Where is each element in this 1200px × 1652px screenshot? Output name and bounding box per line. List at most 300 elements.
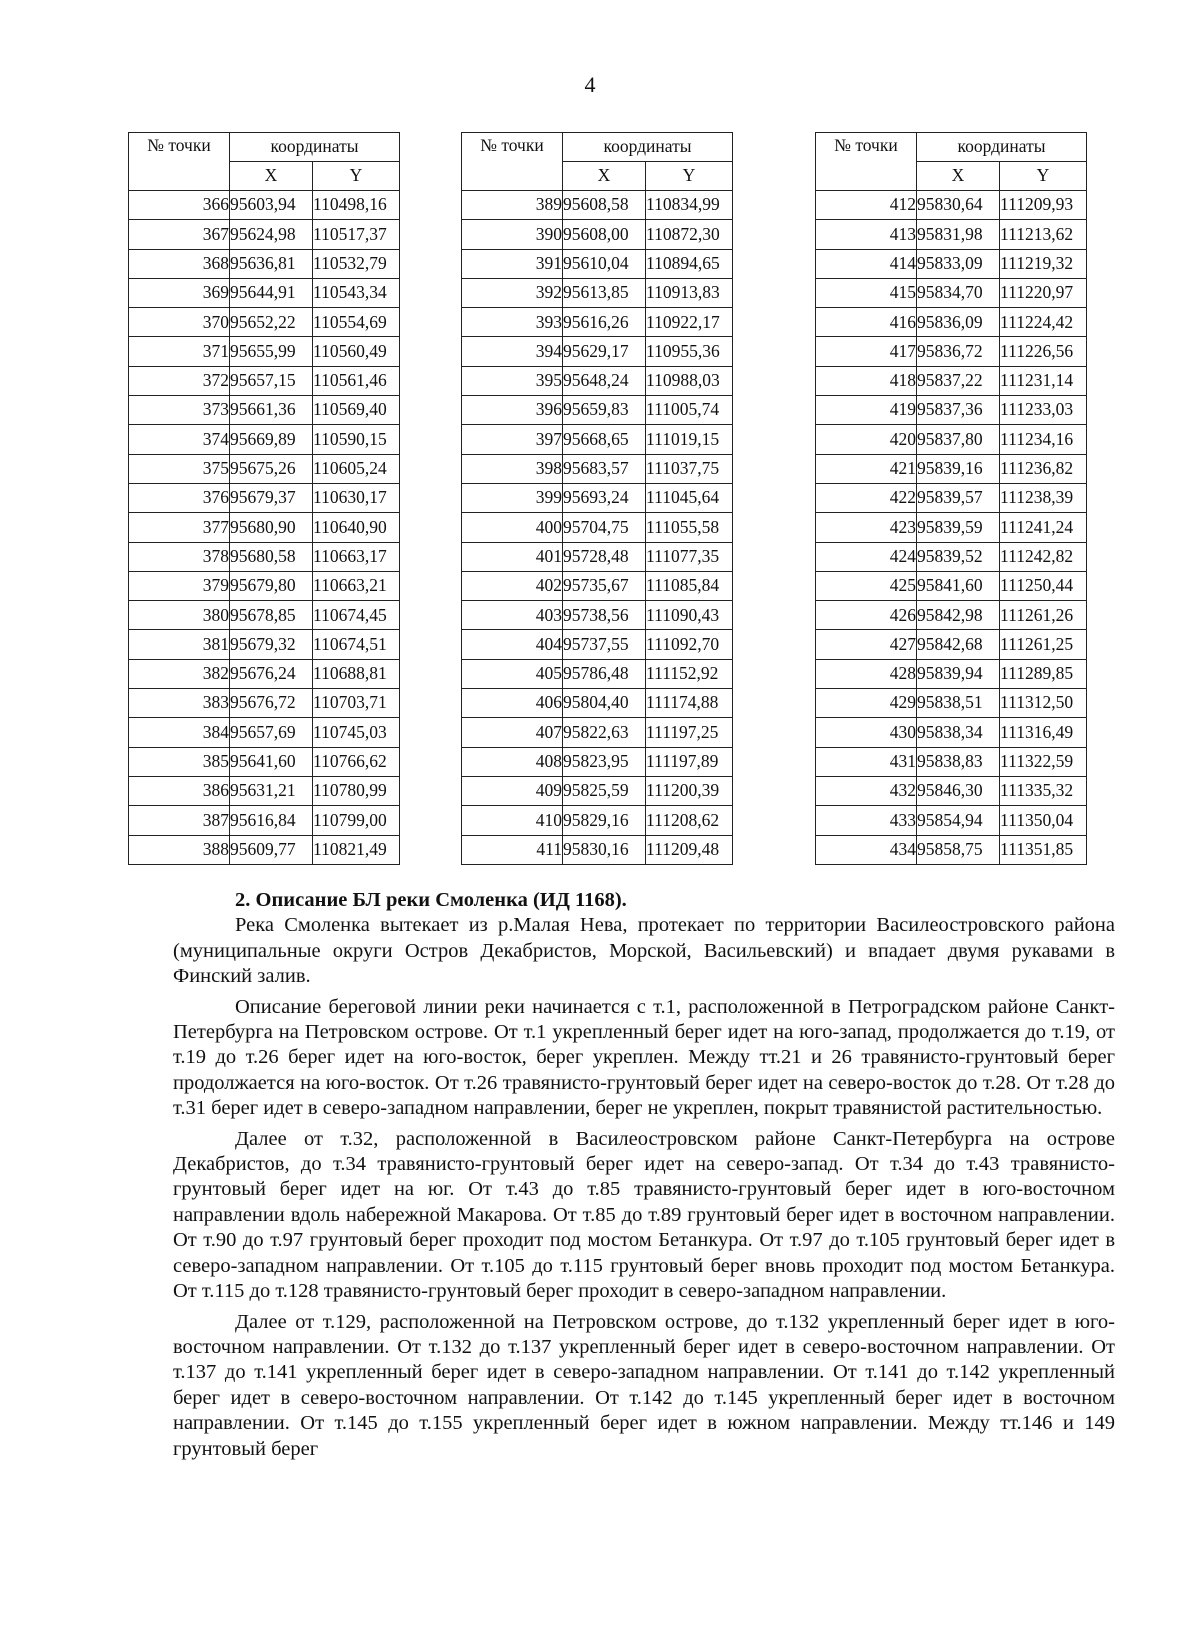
table-row — [816, 571, 1087, 600]
y-coordinate-cell: 110543,34 — [313, 278, 400, 307]
y-coordinate-cell: 111208,62 — [646, 806, 733, 835]
point-number-cell: 421 — [816, 454, 917, 483]
y-coordinate-cell: 110561,46 — [313, 366, 400, 395]
x-coordinate-cell: 95836,09 — [917, 308, 1000, 337]
table-row — [129, 396, 400, 425]
table-row — [816, 220, 1087, 249]
x-coordinate-cell: 95842,98 — [917, 601, 1000, 630]
x-coordinate-cell: 95668,65 — [563, 425, 646, 454]
y-coordinate-cell: 110894,65 — [646, 249, 733, 278]
table-row — [462, 630, 733, 659]
x-header: X — [563, 162, 646, 191]
y-coordinate-cell: 111037,75 — [646, 454, 733, 483]
y-coordinate-cell: 110498,16 — [313, 191, 400, 220]
point-number-cell: 405 — [462, 659, 563, 688]
x-coordinate-cell: 95613,85 — [563, 278, 646, 307]
y-coordinate-cell: 111316,49 — [1000, 718, 1087, 747]
point-number-cell: 393 — [462, 308, 563, 337]
y-coordinate-cell: 110745,03 — [313, 718, 400, 747]
point-number-cell: 367 — [129, 220, 230, 249]
table-row — [816, 747, 1087, 776]
y-coordinate-cell: 110922,17 — [646, 308, 733, 337]
y-coordinate-cell: 111213,62 — [1000, 220, 1087, 249]
point-number-cell: 426 — [816, 601, 917, 630]
point-number-cell: 378 — [129, 542, 230, 571]
point-number-cell: 375 — [129, 454, 230, 483]
point-number-cell: 401 — [462, 542, 563, 571]
point-number-cell: 433 — [816, 806, 917, 835]
x-coordinate-cell: 95823,95 — [563, 747, 646, 776]
y-header: Y — [646, 162, 733, 191]
table-row — [462, 396, 733, 425]
y-coordinate-cell: 111090,43 — [646, 601, 733, 630]
point-number-cell: 428 — [816, 659, 917, 688]
table-row — [816, 689, 1087, 718]
point-number-cell: 374 — [129, 425, 230, 454]
x-coordinate-cell: 95644,91 — [230, 278, 313, 307]
y-coordinate-cell: 111220,97 — [1000, 278, 1087, 307]
coordinates-header: координаты — [230, 133, 400, 162]
y-coordinate-cell: 110674,45 — [313, 601, 400, 630]
y-header: Y — [1000, 162, 1087, 191]
y-coordinate-cell: 111219,32 — [1000, 249, 1087, 278]
y-coordinate-cell: 111335,32 — [1000, 776, 1087, 805]
point-number-cell: 409 — [462, 776, 563, 805]
x-coordinate-cell: 95641,60 — [230, 747, 313, 776]
table-row — [462, 220, 733, 249]
table-row — [816, 249, 1087, 278]
y-coordinate-cell: 111085,84 — [646, 571, 733, 600]
y-coordinate-cell: 110955,36 — [646, 337, 733, 366]
coordinates-header: координаты — [563, 133, 733, 162]
section-title: 2. Описание БЛ реки Смоленка (ИД 1168). — [235, 889, 627, 911]
x-coordinate-cell: 95838,34 — [917, 718, 1000, 747]
x-coordinate-cell: 95655,99 — [230, 337, 313, 366]
x-coordinate-cell: 95648,24 — [563, 366, 646, 395]
x-header: X — [230, 162, 313, 191]
point-number-cell: 390 — [462, 220, 563, 249]
y-coordinate-cell: 111174,88 — [646, 689, 733, 718]
y-coordinate-cell: 111209,48 — [646, 835, 733, 864]
point-number-header: № точки — [462, 133, 563, 191]
x-coordinate-cell: 95678,85 — [230, 601, 313, 630]
point-number-cell: 384 — [129, 718, 230, 747]
table-row — [462, 806, 733, 835]
x-coordinate-cell: 95616,26 — [563, 308, 646, 337]
x-coordinate-cell: 95636,81 — [230, 249, 313, 278]
point-number-cell: 372 — [129, 366, 230, 395]
table-row — [462, 747, 733, 776]
table-row — [129, 601, 400, 630]
table-row — [462, 483, 733, 512]
x-coordinate-cell: 95629,17 — [563, 337, 646, 366]
x-coordinate-cell: 95683,57 — [563, 454, 646, 483]
x-coordinate-cell: 95661,36 — [230, 396, 313, 425]
y-coordinate-cell: 110834,99 — [646, 191, 733, 220]
y-coordinate-cell: 110913,83 — [646, 278, 733, 307]
x-coordinate-cell: 95831,98 — [917, 220, 1000, 249]
x-coordinate-cell: 95608,58 — [563, 191, 646, 220]
y-coordinate-cell: 111312,50 — [1000, 689, 1087, 718]
y-coordinate-cell: 110560,49 — [313, 337, 400, 366]
x-coordinate-cell: 95786,48 — [563, 659, 646, 688]
x-coordinate-cell: 95837,22 — [917, 366, 1000, 395]
paragraph: Описание береговой линии реки начинается с т.1, расположенной в Петроградском районе Санкт-Петербурга на Петровском острове. От т.1 укрепленный берег идет на юго-запад, продолжается до т.19, от т.19 до т.26 берег идет на юго-восток, берег укреплен. Между тт.21 и 26 травянисто-грунтовый берег продолжается на юго-восток. От т.26 травянисто-грунтовый берег идет на северо-восток до т.28. От т.28 до т.31 берег идет в северо-западном направлении, берег не укреплен, покрыт травянистой растительностью. — [173, 995, 1115, 1120]
table-row — [462, 689, 733, 718]
x-coordinate-cell: 95680,58 — [230, 542, 313, 571]
table-row — [129, 776, 400, 805]
x-coordinate-cell: 95858,75 — [917, 835, 1000, 864]
x-coordinate-cell: 95680,90 — [230, 513, 313, 542]
x-coordinate-cell: 95659,83 — [563, 396, 646, 425]
point-number-cell: 406 — [462, 689, 563, 718]
y-coordinate-cell: 111241,24 — [1000, 513, 1087, 542]
point-number-cell: 381 — [129, 630, 230, 659]
y-coordinate-cell: 111197,89 — [646, 747, 733, 776]
table-row — [462, 278, 733, 307]
table-row — [129, 513, 400, 542]
y-coordinate-cell: 111261,26 — [1000, 601, 1087, 630]
point-number-cell: 369 — [129, 278, 230, 307]
table-body — [816, 191, 1087, 865]
paragraph: Река Смоленка вытекает из р.Малая Нева, протекает по территории Василеостровского района (муниципальные округи Остров Декабристов, Морской, Васильевский) и впадает двумя рукавами в Финский залив. — [173, 914, 1115, 988]
coordinates-table-2 — [461, 132, 733, 865]
x-coordinate-cell: 95825,59 — [563, 776, 646, 805]
y-coordinate-cell: 111197,25 — [646, 718, 733, 747]
y-coordinate-cell: 111055,58 — [646, 513, 733, 542]
x-coordinate-cell: 95679,32 — [230, 630, 313, 659]
table-row — [462, 571, 733, 600]
y-coordinate-cell: 110517,37 — [313, 220, 400, 249]
y-coordinate-cell: 110590,15 — [313, 425, 400, 454]
point-number-cell: 380 — [129, 601, 230, 630]
table-row — [462, 776, 733, 805]
x-coordinate-cell: 95693,24 — [563, 483, 646, 512]
point-number-header: № точки — [816, 133, 917, 191]
table-row — [462, 513, 733, 542]
table-row — [816, 542, 1087, 571]
y-coordinate-cell: 110674,51 — [313, 630, 400, 659]
x-coordinate-cell: 95676,24 — [230, 659, 313, 688]
point-number-header: № точки — [129, 133, 230, 191]
point-number-cell: 425 — [816, 571, 917, 600]
paragraph: Далее от т.32, расположенной в Василеостровском районе Санкт-Петербурга на острове Декабристов, до т.34 травянисто-грунтовый берег идет на северо-запад. От т.34 до т.43 травянисто-грунтовый берег идет на юг. От т.43 до т.85 травянисто-грунтовый берег идет в юго-восточном направлении вдоль набережной Макарова. От т.85 до т.89 грунтовый берег идет в восточном направлении. От т.90 до т.97 грунтовый берег проходит под мостом Бетанкура. От т.97 до т.105 грунтовый берег идет в северо-западном направлении. От т.105 до т.115 грунтовый берег вновь проходит под мостом Бетанкура. От т.115 до т.128 травянисто-грунтовый берег проходит в северо-западном направлении. — [173, 1127, 1115, 1303]
table-row — [129, 571, 400, 600]
y-coordinate-cell: 111209,93 — [1000, 191, 1087, 220]
x-coordinate-cell: 95675,26 — [230, 454, 313, 483]
table-row — [816, 308, 1087, 337]
table-row — [816, 806, 1087, 835]
x-coordinate-cell: 95676,72 — [230, 689, 313, 718]
y-coordinate-cell: 110663,17 — [313, 542, 400, 571]
point-number-cell: 373 — [129, 396, 230, 425]
point-number-cell: 432 — [816, 776, 917, 805]
point-number-cell: 412 — [816, 191, 917, 220]
point-number-cell: 386 — [129, 776, 230, 805]
y-coordinate-cell: 110799,00 — [313, 806, 400, 835]
y-coordinate-cell: 111226,56 — [1000, 337, 1087, 366]
table-row — [129, 806, 400, 835]
table-row — [129, 220, 400, 249]
y-coordinate-cell: 110569,40 — [313, 396, 400, 425]
y-header: Y — [313, 162, 400, 191]
y-coordinate-cell: 111350,04 — [1000, 806, 1087, 835]
point-number-cell: 391 — [462, 249, 563, 278]
point-number-cell: 398 — [462, 454, 563, 483]
x-coordinate-cell: 95631,21 — [230, 776, 313, 805]
table-row — [816, 337, 1087, 366]
table-row — [462, 835, 733, 864]
y-coordinate-cell: 110640,90 — [313, 513, 400, 542]
point-number-cell: 416 — [816, 308, 917, 337]
table-row — [462, 366, 733, 395]
table-body — [129, 191, 400, 865]
y-coordinate-cell: 110630,17 — [313, 483, 400, 512]
x-coordinate-cell: 95603,94 — [230, 191, 313, 220]
point-number-cell: 399 — [462, 483, 563, 512]
point-number-cell: 422 — [816, 483, 917, 512]
y-coordinate-cell: 110663,21 — [313, 571, 400, 600]
table-row — [129, 542, 400, 571]
table-row — [462, 249, 733, 278]
x-coordinate-cell: 95737,55 — [563, 630, 646, 659]
coordinates-table-1 — [128, 132, 400, 865]
point-number-cell: 434 — [816, 835, 917, 864]
x-coordinate-cell: 95846,30 — [917, 776, 1000, 805]
point-number-cell: 368 — [129, 249, 230, 278]
table-row — [816, 483, 1087, 512]
y-coordinate-cell: 110688,81 — [313, 659, 400, 688]
table-row — [129, 483, 400, 512]
y-coordinate-cell: 110988,03 — [646, 366, 733, 395]
y-coordinate-cell: 111242,82 — [1000, 542, 1087, 571]
table-row — [462, 454, 733, 483]
y-coordinate-cell: 111224,42 — [1000, 308, 1087, 337]
point-number-cell: 430 — [816, 718, 917, 747]
x-coordinate-cell: 95830,64 — [917, 191, 1000, 220]
y-coordinate-cell: 111289,85 — [1000, 659, 1087, 688]
y-coordinate-cell: 111238,39 — [1000, 483, 1087, 512]
table-row — [462, 425, 733, 454]
table-row — [816, 835, 1087, 864]
table-row — [462, 659, 733, 688]
x-coordinate-cell: 95836,72 — [917, 337, 1000, 366]
x-coordinate-cell: 95837,36 — [917, 396, 1000, 425]
table-row — [129, 249, 400, 278]
y-coordinate-cell: 111019,15 — [646, 425, 733, 454]
table-row — [462, 542, 733, 571]
point-number-cell: 397 — [462, 425, 563, 454]
table-row — [129, 278, 400, 307]
point-number-cell: 379 — [129, 571, 230, 600]
x-coordinate-cell: 95839,94 — [917, 659, 1000, 688]
x-coordinate-cell: 95616,84 — [230, 806, 313, 835]
description-text — [173, 888, 1115, 1462]
table-row — [129, 366, 400, 395]
point-number-cell: 382 — [129, 659, 230, 688]
coordinates-table-3 — [815, 132, 1087, 865]
point-number-cell: 431 — [816, 747, 917, 776]
x-coordinate-cell: 95842,68 — [917, 630, 1000, 659]
y-coordinate-cell: 110821,49 — [313, 835, 400, 864]
y-coordinate-cell: 110554,69 — [313, 308, 400, 337]
table-row — [462, 191, 733, 220]
y-coordinate-cell: 111092,70 — [646, 630, 733, 659]
y-coordinate-cell: 111045,64 — [646, 483, 733, 512]
x-coordinate-cell: 95839,52 — [917, 542, 1000, 571]
x-coordinate-cell: 95834,70 — [917, 278, 1000, 307]
point-number-cell: 396 — [462, 396, 563, 425]
point-number-cell: 389 — [462, 191, 563, 220]
y-coordinate-cell: 111250,44 — [1000, 571, 1087, 600]
x-coordinate-cell: 95829,16 — [563, 806, 646, 835]
y-coordinate-cell: 111261,25 — [1000, 630, 1087, 659]
table-row — [816, 601, 1087, 630]
table-row — [462, 601, 733, 630]
table-row — [816, 659, 1087, 688]
point-number-cell: 385 — [129, 747, 230, 776]
table-row — [816, 425, 1087, 454]
x-coordinate-cell: 95608,00 — [563, 220, 646, 249]
y-coordinate-cell: 111005,74 — [646, 396, 733, 425]
coordinates-tables — [128, 132, 1128, 872]
point-number-cell: 392 — [462, 278, 563, 307]
y-coordinate-cell: 110766,62 — [313, 747, 400, 776]
x-coordinate-cell: 95679,80 — [230, 571, 313, 600]
point-number-cell: 394 — [462, 337, 563, 366]
x-coordinate-cell: 95657,15 — [230, 366, 313, 395]
point-number-cell: 370 — [129, 308, 230, 337]
point-number-cell: 408 — [462, 747, 563, 776]
x-coordinate-cell: 95679,37 — [230, 483, 313, 512]
table-row — [816, 718, 1087, 747]
x-coordinate-cell: 95652,22 — [230, 308, 313, 337]
point-number-cell: 423 — [816, 513, 917, 542]
x-coordinate-cell: 95839,57 — [917, 483, 1000, 512]
y-coordinate-cell: 111236,82 — [1000, 454, 1087, 483]
x-coordinate-cell: 95804,40 — [563, 689, 646, 718]
table-row — [816, 513, 1087, 542]
point-number-cell: 377 — [129, 513, 230, 542]
x-coordinate-cell: 95624,98 — [230, 220, 313, 249]
y-coordinate-cell: 111351,85 — [1000, 835, 1087, 864]
table-row — [816, 191, 1087, 220]
point-number-cell: 420 — [816, 425, 917, 454]
x-coordinate-cell: 95669,89 — [230, 425, 313, 454]
point-number-cell: 413 — [816, 220, 917, 249]
x-coordinate-cell: 95833,09 — [917, 249, 1000, 278]
table-row — [816, 630, 1087, 659]
point-number-cell: 366 — [129, 191, 230, 220]
table-row — [462, 337, 733, 366]
table-row — [129, 659, 400, 688]
point-number-cell: 376 — [129, 483, 230, 512]
x-coordinate-cell: 95839,59 — [917, 513, 1000, 542]
table-row — [816, 454, 1087, 483]
x-coordinate-cell: 95822,63 — [563, 718, 646, 747]
point-number-cell: 387 — [129, 806, 230, 835]
point-number-cell: 411 — [462, 835, 563, 864]
y-coordinate-cell: 111077,35 — [646, 542, 733, 571]
x-coordinate-cell: 95609,77 — [230, 835, 313, 864]
x-coordinate-cell: 95830,16 — [563, 835, 646, 864]
point-number-cell: 388 — [129, 835, 230, 864]
paragraph: Далее от т.129, расположенной на Петровском острове, до т.132 укрепленный берег идет в юго-восточном направлении. От т.132 до т.137 укрепленный берег идет в северо-восточном направлении. От т.137 до т.141 укрепленный берег идет в северо-западном направлении. От т.141 до т.142 укрепленный берег идет в северо-восточном направлении. От т.142 до т.145 укрепленный берег идет в восточном направлении. От т.145 до т.155 укрепленный берег идет в южном направлении. Между тт.146 и 149 грунтовый берег — [173, 1310, 1115, 1460]
point-number-cell: 427 — [816, 630, 917, 659]
y-coordinate-cell: 110703,71 — [313, 689, 400, 718]
x-header: X — [917, 162, 1000, 191]
x-coordinate-cell: 95839,16 — [917, 454, 1000, 483]
y-coordinate-cell: 110780,99 — [313, 776, 400, 805]
x-coordinate-cell: 95735,67 — [563, 571, 646, 600]
table-row — [129, 747, 400, 776]
table-row — [129, 425, 400, 454]
table-row — [129, 337, 400, 366]
point-number-cell: 429 — [816, 689, 917, 718]
point-number-cell: 403 — [462, 601, 563, 630]
point-number-cell: 400 — [462, 513, 563, 542]
y-coordinate-cell: 111200,39 — [646, 776, 733, 805]
point-number-cell: 402 — [462, 571, 563, 600]
x-coordinate-cell: 95657,69 — [230, 718, 313, 747]
y-coordinate-cell: 111234,16 — [1000, 425, 1087, 454]
table-row — [129, 308, 400, 337]
point-number-cell: 414 — [816, 249, 917, 278]
coordinates-header: координаты — [917, 133, 1087, 162]
y-coordinate-cell: 111152,92 — [646, 659, 733, 688]
x-coordinate-cell: 95838,83 — [917, 747, 1000, 776]
point-number-cell: 410 — [462, 806, 563, 835]
y-coordinate-cell: 111231,14 — [1000, 366, 1087, 395]
point-number-cell: 395 — [462, 366, 563, 395]
table-row — [129, 454, 400, 483]
table-row — [462, 718, 733, 747]
page-number: 4 — [584, 72, 596, 97]
table-row — [816, 396, 1087, 425]
y-coordinate-cell: 111233,03 — [1000, 396, 1087, 425]
point-number-cell: 417 — [816, 337, 917, 366]
table-body — [462, 191, 733, 865]
x-coordinate-cell: 95838,51 — [917, 689, 1000, 718]
table-row — [462, 308, 733, 337]
x-coordinate-cell: 95704,75 — [563, 513, 646, 542]
table-row — [129, 835, 400, 864]
y-coordinate-cell: 111322,59 — [1000, 747, 1087, 776]
x-coordinate-cell: 95728,48 — [563, 542, 646, 571]
y-coordinate-cell: 110605,24 — [313, 454, 400, 483]
x-coordinate-cell: 95738,56 — [563, 601, 646, 630]
point-number-cell: 407 — [462, 718, 563, 747]
point-number-cell: 418 — [816, 366, 917, 395]
x-coordinate-cell: 95610,04 — [563, 249, 646, 278]
table-row — [129, 689, 400, 718]
table-row — [129, 191, 400, 220]
point-number-cell: 415 — [816, 278, 917, 307]
point-number-cell: 383 — [129, 689, 230, 718]
table-row — [816, 776, 1087, 805]
y-coordinate-cell: 110872,30 — [646, 220, 733, 249]
x-coordinate-cell: 95854,94 — [917, 806, 1000, 835]
table-row — [129, 630, 400, 659]
point-number-cell: 404 — [462, 630, 563, 659]
point-number-cell: 371 — [129, 337, 230, 366]
x-coordinate-cell: 95837,80 — [917, 425, 1000, 454]
table-row — [816, 278, 1087, 307]
table-row — [129, 718, 400, 747]
table-row — [816, 366, 1087, 395]
y-coordinate-cell: 110532,79 — [313, 249, 400, 278]
x-coordinate-cell: 95841,60 — [917, 571, 1000, 600]
